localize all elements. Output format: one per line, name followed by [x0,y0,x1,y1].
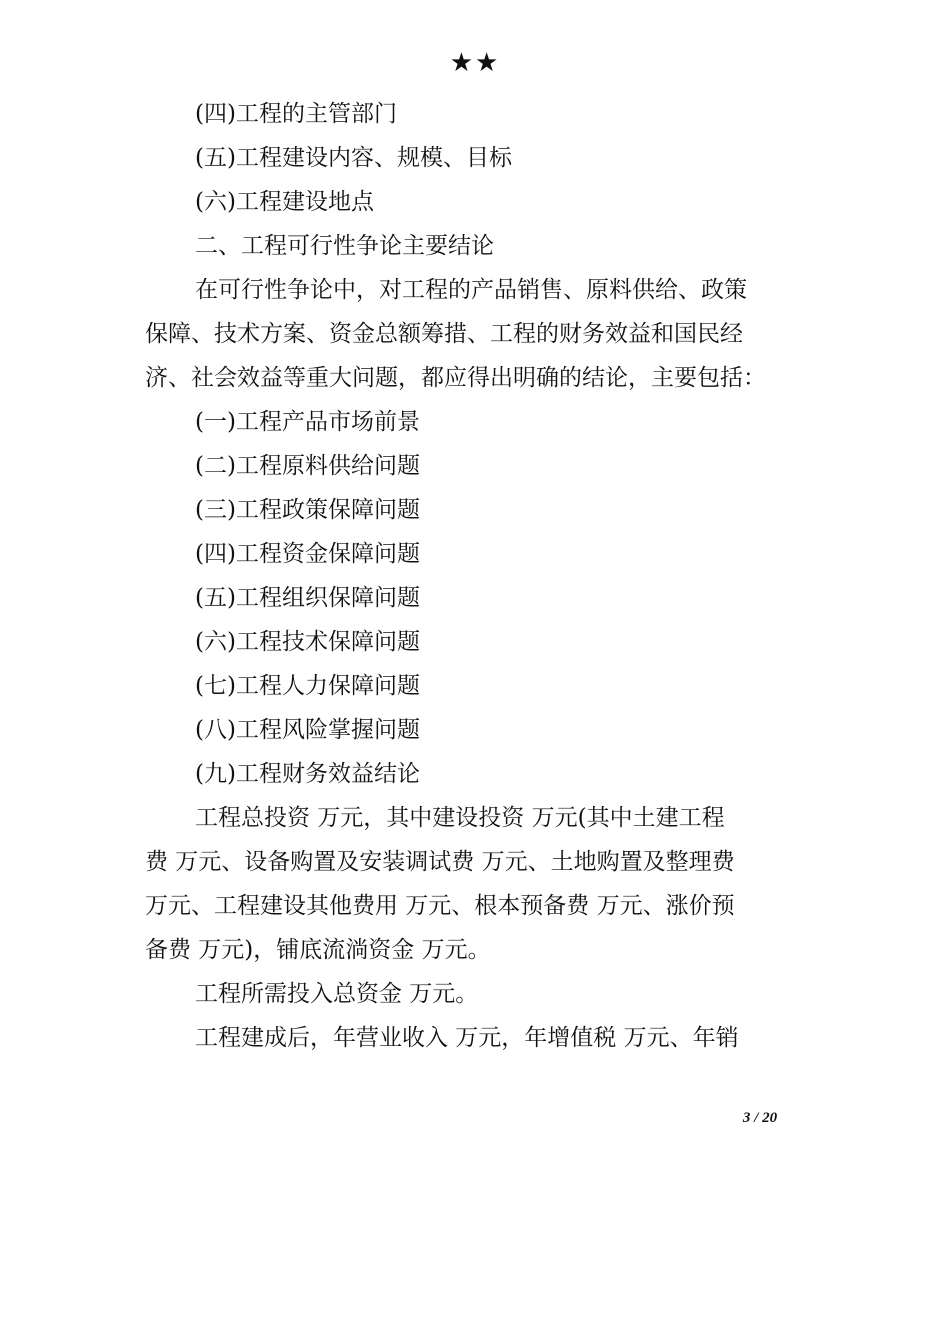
text-line: (四)工程的主管部门 [195,101,397,127]
text-line: 备费 万元)，铺底流淌资金 万元。 [145,937,491,963]
text-line: 在可行性争论中，对工程的产品销售、原料供给、政策 [195,277,747,303]
text-line: (六)工程技术保障问题 [195,629,420,655]
text-line: (二)工程原料供给问题 [195,453,420,479]
text-line: (九)工程财务效益结论 [195,761,420,787]
document-body [145,92,825,1060]
text-line: (一)工程产品市场前景 [195,409,420,435]
text-line: (五)工程组织保障问题 [195,585,420,611]
text-line: 工程建成后，年营业收入 万元，年增值税 万元、年销 [195,1025,739,1051]
text-line: (六)工程建设地点 [195,189,374,215]
header-stars: ★★ [449,48,501,78]
text-line: (五)工程建设内容、规模、目标 [195,145,512,171]
text-line: (八)工程风险掌握问题 [195,717,420,743]
text-line: 工程所需投入总资金 万元。 [195,981,479,1007]
text-line: (七)工程人力保障问题 [195,673,420,699]
text-line: 保障、技术方案、资金总额筹措、工程的财务效益和国民经 [145,321,743,347]
text-line: 费 万元、设备购置及安装调试费 万元、土地购置及整理费 [145,849,735,875]
text-line: (三)工程政策保障问题 [195,497,420,523]
text-line: 万元、工程建设其他费用 万元、根本预备费 万元、涨价预 [145,893,735,919]
text-line: (四)工程资金保障问题 [195,541,420,567]
page-number: 3 / 20 [742,1110,778,1126]
text-line: 二、工程可行性争论主要结论 [195,233,494,259]
text-line: 工程总投资 万元，其中建设投资 万元(其中土建工程 [195,805,725,831]
text-line: 济、社会效益等重大问题，都应得出明确的结论，主要包括： [145,365,766,391]
